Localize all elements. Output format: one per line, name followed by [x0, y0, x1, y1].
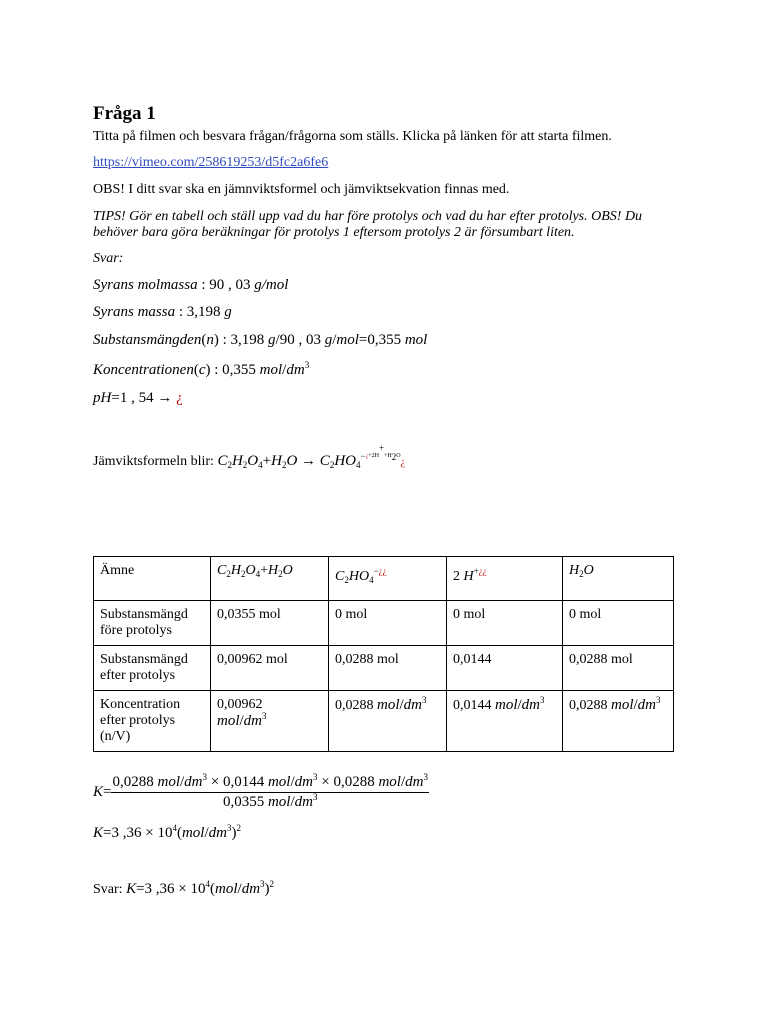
table-cell: 0 mol	[447, 601, 563, 646]
table-cell: 0,00962 mol/$dm^3$	[211, 691, 329, 752]
k-equation: K= $\frac{0,0288 mol/dm^3 \times 0,0144 mol/dm^3 \times 0,0288 mol/dm^3}{0,0355 mol/dm^3}$	[93, 772, 428, 810]
substans-label: Substansmängden	[93, 332, 202, 348]
table-cell: Substansmängd efter protolys	[94, 646, 211, 691]
table-row	[94, 691, 674, 752]
k-fraction: $\frac{0,0288 mol/dm^3 \times 0,0144 mol/dm^3 \times 0,0288 mol/dm^3}{0,0355 mol/dm^3}$	[112, 772, 428, 810]
table-cell: 0 mol	[329, 601, 447, 646]
table-header-cell: 2 H+¿¿	[447, 557, 563, 601]
table-header-row	[94, 557, 674, 601]
table-cell: Substansmängd före protolys	[94, 601, 211, 646]
massa-label: Syrans massa	[93, 304, 176, 320]
jamvikt-line	[93, 443, 406, 470]
table-cell: 0,0288 mol/$dm^3$	[563, 691, 674, 752]
molmassa-value: 90 , 03	[209, 277, 251, 293]
k-result: K=3 $,36 \times 10^4(mol/dm^3)^2$	[93, 823, 241, 841]
molmassa-equation: Syrans molmassa : 90 , 03 g/mol	[93, 277, 289, 293]
table-cell: 0,0288 mol	[329, 646, 447, 691]
svar-label: Svar:	[93, 251, 124, 266]
jamvikt-label: Jämviktsformeln blir:	[93, 454, 214, 469]
ph-equation: pH=1 , 54 → ¿	[93, 390, 183, 406]
substans-equation: Substansmängden(n) : 3,198 g/90 , 03 g/mol=0,355 mol	[93, 332, 428, 348]
table-cell: 0 mol	[563, 601, 674, 646]
tips-line-1: TIPS! Gör en tabell och ställ upp vad du har före protolys och vad du har efter protolys. OBS! Du	[93, 209, 643, 224]
table-header-cell: Ämne	[94, 557, 211, 601]
question-title: Fråga 1	[93, 103, 156, 124]
molmassa-label: Syrans molmassa	[93, 277, 198, 293]
massa-equation: Syrans massa : 3,198 g	[93, 304, 232, 320]
final-answer: Svar: K=3 $,36 \times 10^4(mol/dm^3)^2$	[93, 879, 275, 897]
table-cell: 0,0288 mol	[563, 646, 674, 691]
tips-line-2: behöver bara göra beräkningar för protolys 1 eftersom protolys 2 är försumbart liten.	[93, 225, 575, 240]
jamvikt-formula: $C_2H_2O_4+H_2O$ → $C_2HO_4^{-¿+2H^++H_2O}¿$	[217, 443, 406, 470]
table-row	[94, 601, 674, 646]
final-label: Svar:	[93, 882, 123, 897]
video-link[interactable]: https://vimeo.com/258619253/d5fc2a6fe6	[93, 155, 329, 170]
table-cell: 0,0288 mol/$dm^3$	[329, 691, 447, 752]
table-header-cell: $C_2HO_4^{-¿¿}$	[329, 557, 447, 601]
obs-text: OBS! I ditt svar ska en jämnviktsformel och jämviktsekvation finnas med.	[93, 182, 510, 197]
table-cell: Koncentration efter protolys (n/V)	[94, 691, 211, 752]
table-cell: 0,00962 mol	[211, 646, 329, 691]
table-cell: 0,0144	[447, 646, 563, 691]
protolys-table	[93, 556, 674, 752]
konc-equation: Koncentrationen(c) : 0,355 mol/$dm^3$	[93, 360, 310, 378]
table-header-cell: $H_2O$	[563, 557, 674, 601]
ph-label: pH	[93, 390, 112, 406]
table-header-cell: $C_2H_2O_4+H_2O$	[211, 557, 329, 601]
table-cell: 0,0355 mol	[211, 601, 329, 646]
instruction-text: Titta på filmen och besvara frågan/frågorna som ställs. Klicka på länken för att starta filmen.	[93, 129, 612, 144]
konc-label: Koncentrationen	[93, 362, 194, 378]
table-row	[94, 646, 674, 691]
table-cell: 0,0144 mol/$dm^3$	[447, 691, 563, 752]
massa-value: 3,198	[186, 304, 221, 320]
